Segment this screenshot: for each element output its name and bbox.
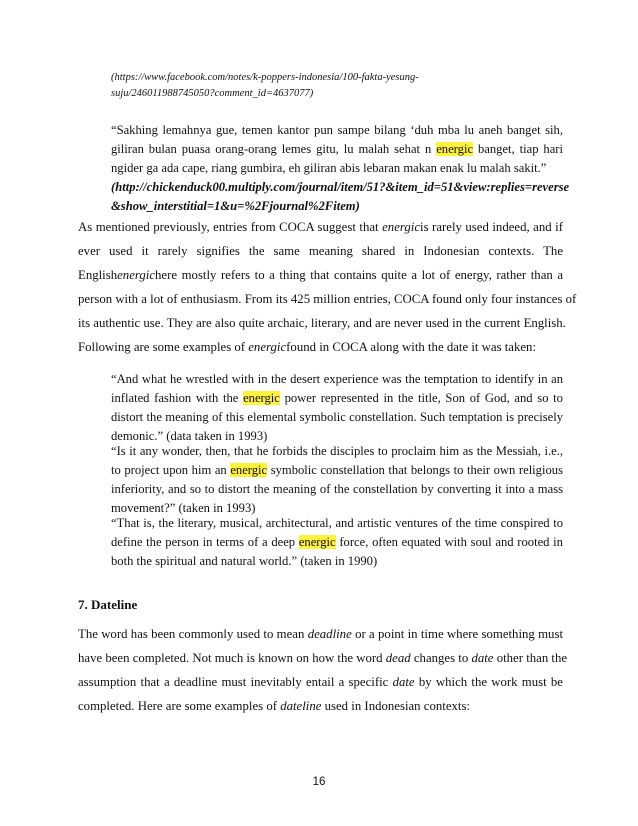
paragraph-line: Englishenergichere mostly refers to a thing that contains quite a lot of energy, rather than a (78, 268, 563, 282)
quote-line: demonic.” (data taken in 1993) (111, 429, 268, 443)
quote-line: “Sakhing lemahnya gue, temen kantor pun sampe bilang ‘duh mba lu aneh banget sih, (111, 123, 563, 137)
page-number: 16 (312, 776, 326, 788)
citation-line: (https://www.facebook.com/notes/k-poppers-indonesia/100-fakta-yesung- (111, 72, 419, 83)
quote-line: inferiority, and so to distort the meaning of the constellation by converting it into a mass (111, 482, 563, 496)
quote-line: inflated fashion with the energic power represented in the title, Son of God, and so to (111, 391, 563, 405)
quote-line: distort the meaning of this elemental symbolic constellation. Such temptation is precisely (111, 410, 563, 424)
quote-line: giliran bulan puasa orang-orang lemes gitu, lu malah sehat n energic banget, tiap hari (111, 142, 564, 156)
highlighted-word: energic (230, 463, 268, 477)
paragraph-line: completed. Here are some examples of dateline used in Indonesian contexts: (78, 699, 470, 713)
paragraph-line: its authentic use. They are also quite archaic, literary, and are never used in the current English. (78, 316, 566, 330)
quote-line: define the person in terms of a deep energic force, often equated with soul and rooted in (111, 535, 563, 549)
highlighted-word: energic (436, 142, 474, 156)
citation-line: suju/246011988745050?comment_id=4637077) (111, 88, 314, 99)
quote-line: “Is it any wonder, then, that he forbids the disciples to proclaim him as the Messiah, i.e., (111, 444, 563, 458)
quote-source-line: (http://chickenduck00.multiply.com/journal/item/51?&item_id=51&view:replies=reverse (111, 180, 570, 194)
section-heading: 7. Dateline (78, 597, 138, 612)
paragraph-line: person with a lot of enthusiasm. From its 425 million entries, COCA found only four instances of (78, 292, 577, 306)
paragraph-line: have been completed. Not much is known on how the word dead changes to date other than the (78, 651, 568, 665)
quote-line: “That is, the literary, musical, architectural, and artistic ventures of the time conspired to (111, 516, 563, 530)
quote-line: both the spiritual and natural world.” (taken in 1990) (111, 554, 378, 568)
paragraph-line: ever used it rarely signifies the same meaning shared in Indonesian contexts. The (78, 244, 563, 258)
quote-line: “And what he wrestled with in the desert experience was the temptation to identify in an (111, 372, 563, 386)
highlighted-word: energic (298, 535, 336, 549)
paragraph-line: As mentioned previously, entries from COCA suggest that energicis rarely used indeed, and if (78, 220, 563, 234)
highlighted-word: energic (243, 391, 280, 405)
quote-line: to project upon him an energic symbolic constellation that belongs to their own religious (111, 463, 563, 477)
paragraph-line: The word has been commonly used to mean deadline or a point in time where something must (78, 627, 563, 641)
paragraph-line: Following are some examples of energicfound in COCA along with the date it was taken: (78, 340, 537, 354)
quote-source-line: &show_interstitial=1&u=%2Fjournal%2Fitem) (111, 199, 360, 213)
quote-line: ngider ga ada cape, riang gumbira, eh giliran abis lebaran makan enak lu malah sakit.” (111, 161, 547, 175)
paragraph-line: assumption that a deadline must inevitably entail a specific date by which the work must be (78, 675, 563, 689)
quote-line: movement?” (taken in 1993) (111, 501, 256, 515)
